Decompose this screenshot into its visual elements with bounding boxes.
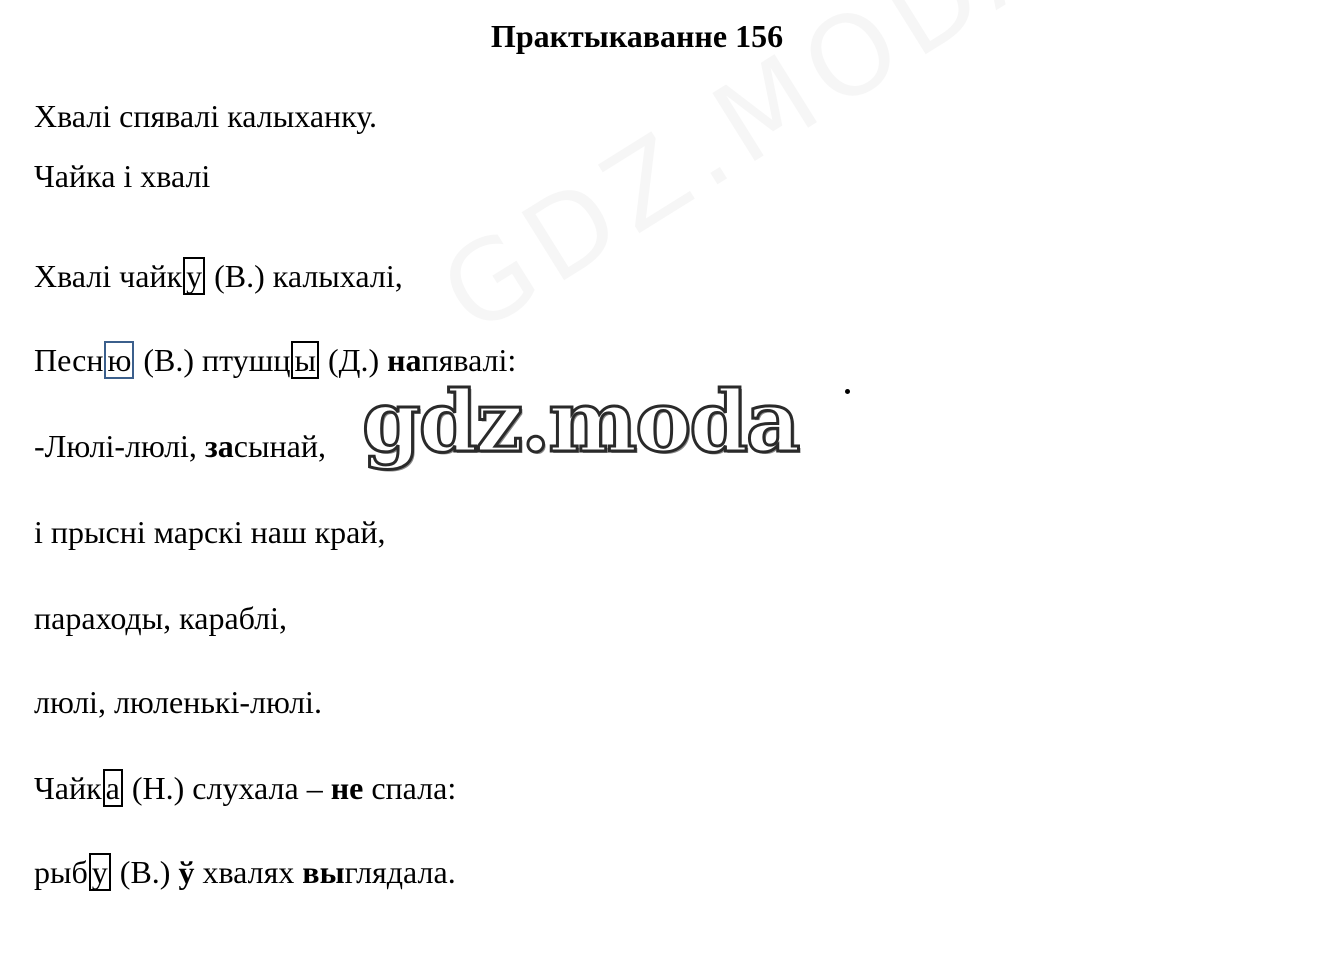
text-segment: і прысні марскі наш край,: [34, 514, 386, 550]
ending-box: а: [103, 769, 123, 807]
text-line: [34, 510, 385, 554]
page-title: Практыкаванне 156: [490, 18, 784, 54]
text-line: [34, 424, 326, 468]
ending-box: у: [183, 257, 205, 295]
text-segment: параходы, караблі,: [34, 600, 287, 636]
text-segment: (Д.): [319, 342, 388, 378]
text-line: [34, 766, 456, 810]
text-line: [34, 850, 456, 894]
text-segment: Хвалі спявалі калыханку.: [34, 98, 378, 134]
ending-box: ю: [104, 341, 134, 379]
ending-box: ы: [291, 341, 319, 379]
text-segment: Чайка і хвалі: [34, 158, 211, 194]
watermark-logo: gdz.moda: [362, 372, 799, 471]
prefix-bold: на: [387, 342, 422, 378]
text-segment: (В.) птушц: [135, 342, 291, 378]
text-segment: рыб: [34, 854, 88, 890]
text-line: [34, 680, 322, 724]
text-segment: (В.): [111, 854, 179, 890]
text-segment: -Люлі-люлі,: [34, 428, 205, 464]
text-segment: Хвалі чайк: [34, 258, 183, 294]
text-segment: Чайк: [34, 770, 102, 806]
prefix-bold: за: [204, 428, 234, 464]
text-segment: глядала.: [344, 854, 456, 890]
text-segment: (В.) калыхалі,: [206, 258, 403, 294]
text-segment: сынай,: [233, 428, 326, 464]
prefix-bold: не: [330, 770, 364, 806]
text-segment: хвалях: [194, 854, 303, 890]
text-line: [34, 154, 210, 198]
text-segment: люлі, люленькі-люлі.: [34, 684, 322, 720]
stray-dot: [845, 389, 850, 394]
text-segment: спала:: [363, 770, 457, 806]
text-segment: пявалі:: [421, 342, 517, 378]
prefix-bold: ў: [178, 854, 195, 890]
text-segment: Песн: [34, 342, 104, 378]
text-line: [34, 94, 377, 138]
text-line: [34, 596, 287, 640]
ending-box: у: [89, 853, 111, 891]
text-segment: (Н.) слухала –: [123, 770, 331, 806]
text-line: [34, 254, 403, 298]
prefix-bold: вы: [302, 854, 345, 890]
